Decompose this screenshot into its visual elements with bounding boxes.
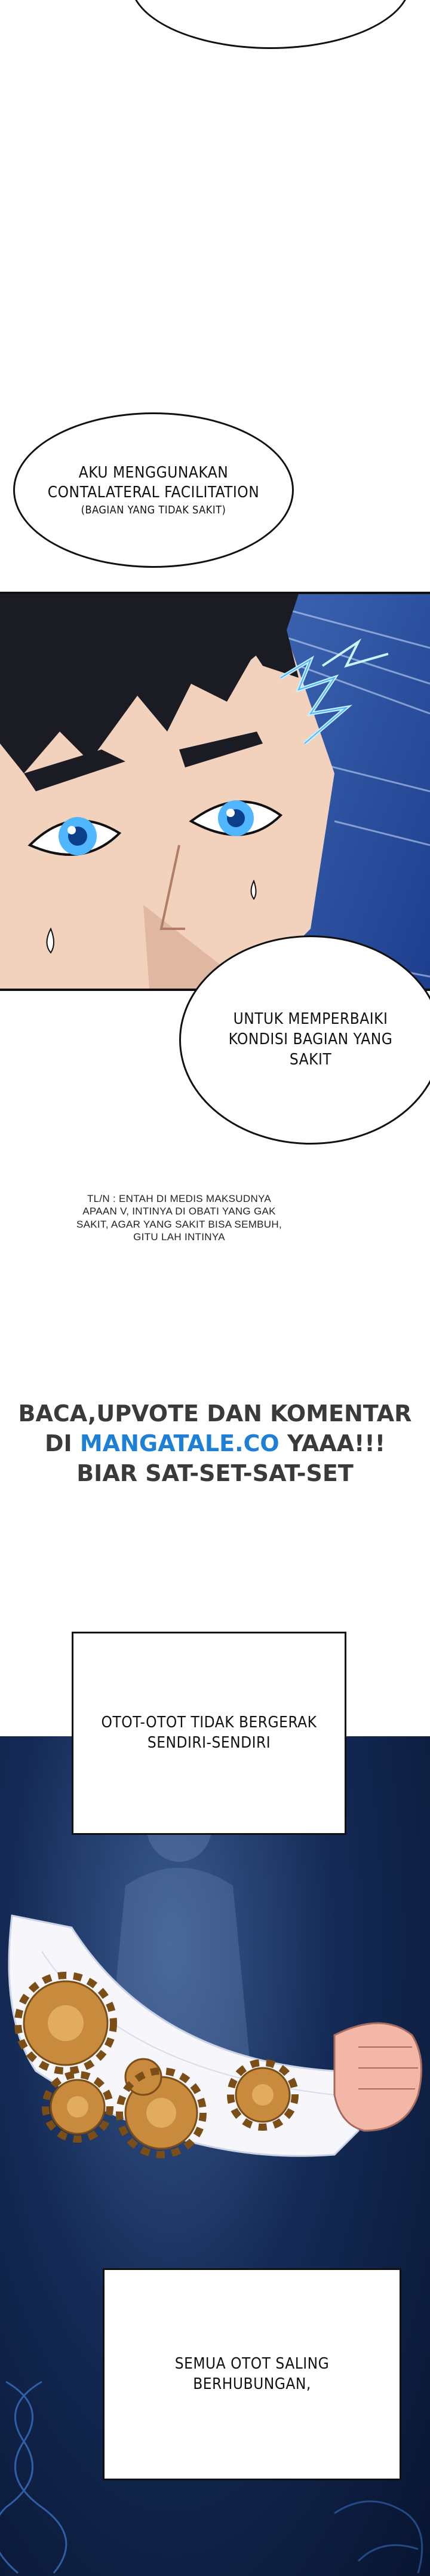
box-line: SENDIRI-SENDIRI [147,1734,271,1752]
note-line: APAAN V, INTINYA DI OBATI YANG GAK [82,1206,276,1217]
narration-box-connected [103,2268,401,2480]
promo-line: BIAR SAT-SET-SAT-SET [76,1460,354,1487]
note-line: GITU LAH INTINYA [133,1231,225,1243]
top-partial-speech-bubble [130,0,411,49]
speech-bubble-contralateral [13,412,294,568]
face-illustration [0,594,430,989]
bubble-line: KONDISI BAGIAN YANG [228,1030,393,1049]
box-line: BERHUBUNGAN, [193,2375,311,2393]
translator-note [12,1192,346,1243]
box-line: SEMUA OTOT SALING [174,2354,330,2373]
panel-face-closeup [0,592,430,991]
promo-prefix: DI [44,1430,80,1457]
note-line: SAKIT, AGAR YANG SAKIT BISA SEMBUH, [76,1218,282,1230]
note-line: TL/N : ENTAH DI MEDIS MAKSUDNYA [87,1193,272,1204]
bubble-line: SAKIT [289,1050,332,1069]
promo-text [0,1399,430,1488]
box-line: OTOT-OTOT TIDAK BERGERAK [101,1714,317,1732]
speech-bubble-repair [179,935,430,1145]
promo-line [0,1428,430,1458]
narration-box-muscles [72,1632,346,1835]
bubble-line: AKU MENGGUNAKAN [78,463,229,482]
site-link[interactable]: MANGATALE.CO [79,1430,280,1457]
promo-suffix: YAAA!!! [279,1430,386,1457]
bubble-line: UNTUK MEMPERBAIKI [233,1010,388,1029]
bubble-line: CONTALATERAL FACILITATION [47,484,260,502]
promo-line: BACA,UPVOTE DAN KOMENTAR [18,1400,412,1427]
bubble-subline: (BAGIAN YANG TIDAK SAKIT) [81,504,226,517]
